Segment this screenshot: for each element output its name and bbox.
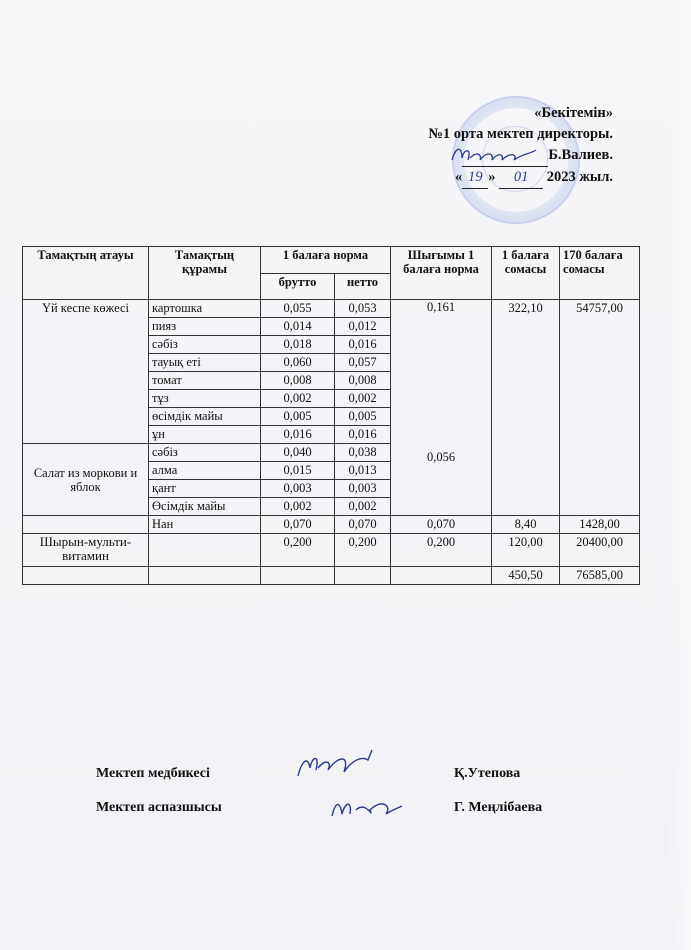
director-signature [448, 140, 540, 170]
header-dish: Тамақтың атауы [23, 247, 149, 300]
date-month: 01 [499, 167, 543, 189]
approval-position: №1 орта мектеп директоры. [428, 126, 613, 142]
approval-title: «Бекітемін» [534, 105, 613, 121]
cook-name: Г. Меңлібаева [454, 800, 543, 815]
brutto-value: 0,070 [261, 516, 335, 534]
header-row [23, 247, 640, 274]
cost-170-value: 1428,00 [560, 516, 640, 534]
cook-label: Мектеп аспазшысы [96, 800, 222, 815]
brutto-value: 0,018 [261, 336, 335, 354]
soup-output: 0,161 0,056 [391, 300, 492, 516]
soup-cost-one: 322,10 [492, 300, 560, 516]
ingredient: сәбіз [149, 336, 261, 354]
brutto-value: 0,015 [261, 462, 335, 480]
netto-value: 0,016 [335, 426, 391, 444]
netto-value: 0,003 [335, 480, 391, 498]
ingredient: пияз [149, 318, 261, 336]
output-value: 0,070 [391, 516, 492, 534]
total-cost-170: 76585,00 [560, 567, 640, 585]
approval-date: « 19 » 01 2023 жыл. [428, 167, 613, 189]
ingredient: тауық еті [149, 354, 261, 372]
dish-name: Салат из моркови и яблок [23, 444, 149, 516]
header-norm: 1 балаға норма [261, 247, 391, 274]
cost-one-value: 120,00 [492, 534, 560, 567]
ingredient: Өсімдік майы [149, 498, 261, 516]
netto-value: 0,200 [335, 534, 391, 567]
netto-value: 0,012 [335, 318, 391, 336]
table-row [23, 300, 640, 318]
brutto-value: 0,003 [261, 480, 335, 498]
nurse-signature [292, 746, 382, 786]
dish-name: Үй кеспе көжесі [23, 300, 149, 444]
dish-name: Шырын-мульти-витамин [23, 534, 149, 567]
header-output: Шығымы 1 балаға норма [391, 247, 492, 300]
netto-value: 0,038 [335, 444, 391, 462]
netto-value: 0,016 [335, 336, 391, 354]
ingredient: картошка [149, 300, 261, 318]
ingredient: алма [149, 462, 261, 480]
brutto-value: 0,060 [261, 354, 335, 372]
brutto-value: 0,008 [261, 372, 335, 390]
netto-value: 0,013 [335, 462, 391, 480]
brutto-value: 0,014 [261, 318, 335, 336]
netto-value: 0,070 [335, 516, 391, 534]
approval-director: Б.Валиев. [428, 145, 613, 167]
nurse-label: Мектеп медбикесі [96, 766, 210, 781]
netto-value: 0,057 [335, 354, 391, 372]
ingredient: Нан [149, 516, 261, 534]
ingredient: сәбіз [149, 444, 261, 462]
header-cost-170: 170 балаға сомасы [560, 247, 640, 300]
ingredient: ұн [149, 426, 261, 444]
table-row [23, 516, 640, 534]
brutto-value: 0,002 [261, 498, 335, 516]
netto-value: 0,008 [335, 372, 391, 390]
brutto-value: 0,055 [261, 300, 335, 318]
brutto-value: 0,005 [261, 408, 335, 426]
soup-cost-170: 54757,00 [560, 300, 640, 516]
netto-value: 0,002 [335, 390, 391, 408]
header-cost-one: 1 балаға сомасы [492, 247, 560, 300]
header-brutto: брутто [261, 273, 335, 300]
cost-one-value: 8,40 [492, 516, 560, 534]
date-day: 19 [462, 167, 488, 189]
brutto-value: 0,016 [261, 426, 335, 444]
ingredient: тұз [149, 390, 261, 408]
brutto-value: 0,040 [261, 444, 335, 462]
ingredient: қант [149, 480, 261, 498]
cost-170-value: 20400,00 [560, 534, 640, 567]
total-cost-one: 450,50 [492, 567, 560, 585]
brutto-value: 0,200 [261, 534, 335, 567]
netto-value: 0,053 [335, 300, 391, 318]
table-row [23, 534, 640, 567]
ingredient: өсімдік майы [149, 408, 261, 426]
menu-table [22, 246, 640, 585]
header-netto: нетто [335, 273, 391, 300]
date-year: 2023 жыл. [546, 169, 613, 185]
netto-value: 0,002 [335, 498, 391, 516]
output-value: 0,200 [391, 534, 492, 567]
header-composition: Тамақтың құрамы [149, 247, 261, 300]
cook-signature [326, 790, 406, 826]
brutto-value: 0,002 [261, 390, 335, 408]
netto-value: 0,005 [335, 408, 391, 426]
total-row [23, 567, 640, 585]
nurse-name: Қ.Утепова [454, 766, 521, 781]
ingredient: томат [149, 372, 261, 390]
